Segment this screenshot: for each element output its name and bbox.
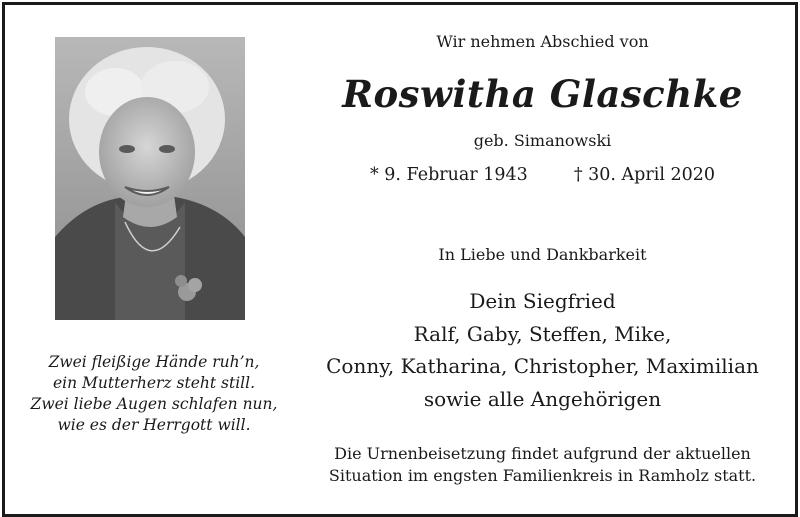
family-line: Ralf, Gaby, Steffen, Mike, (413, 321, 672, 346)
notice-line: Situation im engsten Familienkreis in Ramholz statt. (328, 466, 757, 485)
memorial-poem (20, 352, 288, 436)
death-date: † 30. April 2020 (573, 165, 716, 185)
birth-name: geb. Simanowski (473, 131, 612, 150)
portrait-photo (55, 37, 245, 320)
dedication-text: In Liebe und Dankbarkeit (438, 245, 647, 264)
poem-line: wie es der Herrgott will. (57, 416, 251, 434)
intro-text: Wir nehmen Abschied von (436, 32, 649, 51)
burial-notice (320, 443, 765, 487)
notice-line: Die Urnenbeisetzung findet aufgrund der aktuellen (334, 444, 751, 463)
family-list (320, 285, 765, 415)
family-line: sowie alle Angehörigen (423, 386, 662, 411)
birth-date: * 9. Februar 1943 (369, 165, 528, 185)
family-line: Dein Siegfried (469, 289, 616, 313)
poem-line: Zwei fleißige Hände ruh’n, (48, 353, 260, 371)
poem-line: Zwei liebe Augen schlafen nun, (30, 395, 278, 413)
family-line: Conny, Katharina, Christopher, Maximilian (326, 354, 759, 378)
poem-line: ein Mutterherz steht still. (52, 374, 256, 392)
life-dates (320, 164, 765, 186)
deceased-name: Roswitha Glaschke (342, 72, 743, 116)
